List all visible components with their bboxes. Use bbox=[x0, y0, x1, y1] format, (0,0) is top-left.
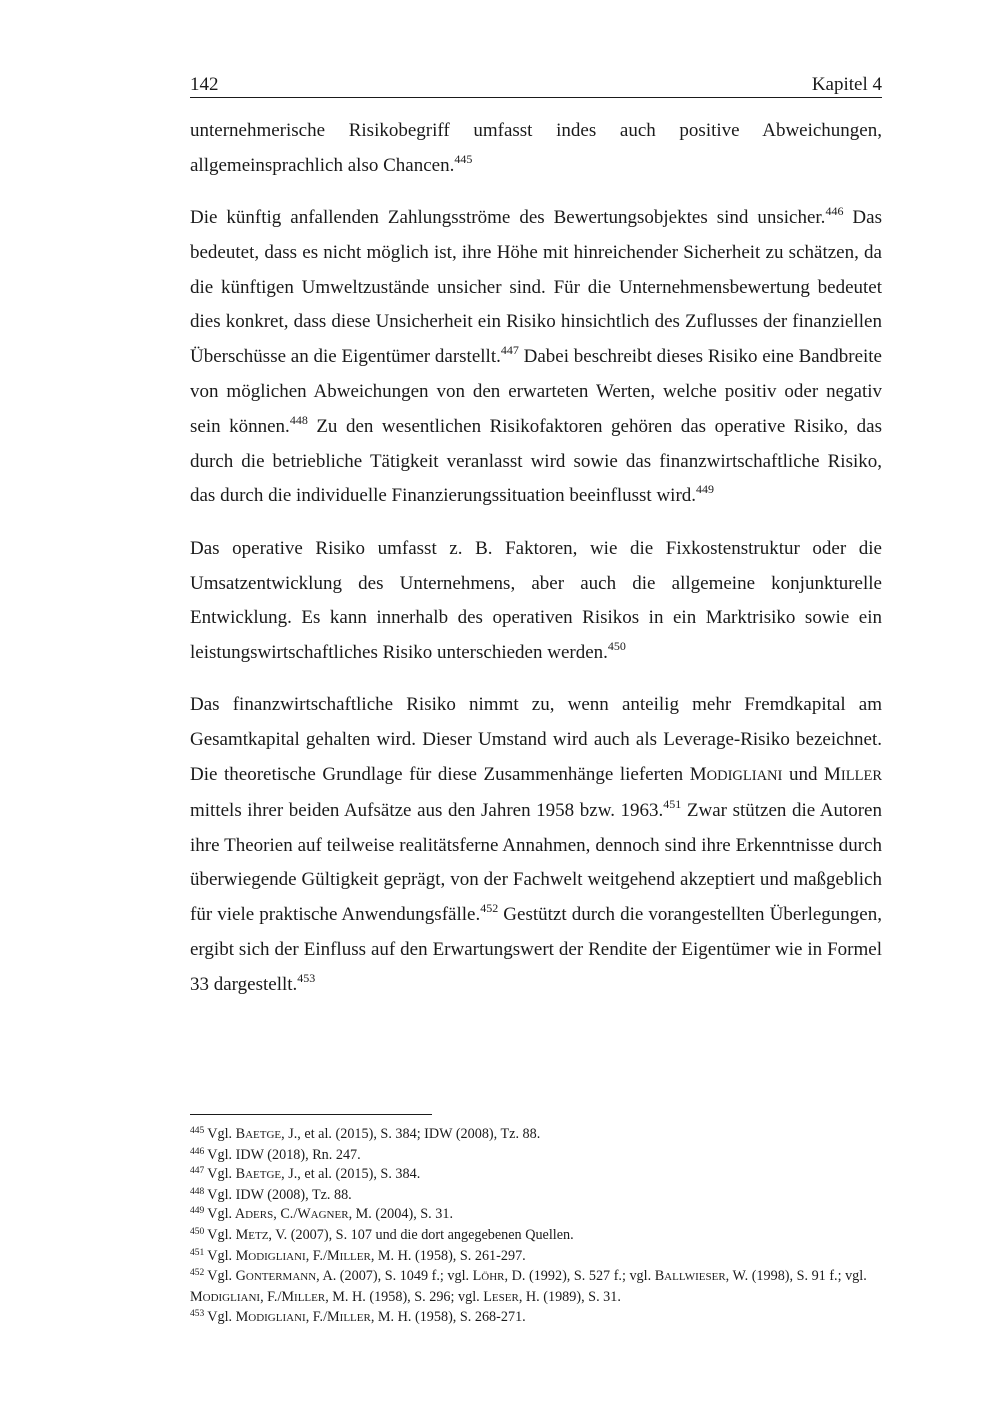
author-name: ADERS bbox=[234, 1206, 274, 1223]
footnote-ref-449[interactable]: 449 bbox=[696, 482, 715, 497]
page-number: 142 bbox=[190, 74, 219, 95]
footnote-ref-451[interactable]: 451 bbox=[663, 796, 682, 811]
footnote-451: $^{451}$ Vgl. MODIGLIANI, F./MILLER, M. H. (1958), S. 261-297. bbox=[190, 1247, 526, 1264]
footnote-number: 452 bbox=[190, 1268, 205, 1279]
footnote-447: $^{447}$ Vgl. BAETGE, J., et al. (2015), S. 384. bbox=[190, 1166, 421, 1183]
footnote-ref-447[interactable]: 447 bbox=[500, 343, 519, 358]
author-name: MODIGLIANI bbox=[235, 1247, 306, 1264]
paragraph-text: unternehmerische Risikobegriff umfasst indes auch positive Abweichungen, allgemeinsprachlich also Chancen. bbox=[190, 120, 882, 176]
footnote-number: 449 bbox=[190, 1206, 205, 1217]
footnote-number: 451 bbox=[190, 1247, 205, 1258]
paragraph-text: und bbox=[782, 764, 825, 786]
author-name: BAETGE bbox=[235, 1126, 282, 1142]
paragraph-text: Gestützt durch die vorangestellten Überlegungen, ergibt sich der Einfluss auf den Erwartungswert der Rendite der Eigentümer wie in Formel 33 dargestellt. bbox=[190, 904, 882, 995]
footnote-number: 453 bbox=[190, 1309, 205, 1320]
footnote-number: 448 bbox=[190, 1186, 205, 1197]
body-text bbox=[190, 114, 882, 1020]
footnote-number: 445 bbox=[190, 1126, 205, 1136]
paragraph-text: Die künftig anfallenden Zahlungsströme des Bewertungsobjektes sind unsicher. bbox=[190, 207, 826, 229]
paragraph-text: Das operative Risiko umfasst z. B. Faktoren, wie die Fixkostenstruktur oder die Umsatzentwicklung des Unternehmens, aber auch die allgemeine konjunkturelle Entwicklung. Es kann innerhalb des operativen Risikos in ein Marktrisiko sowie ein leistungswirtschaftliches Risiko unterschieden werden. bbox=[190, 537, 882, 664]
paragraph-1 bbox=[190, 114, 882, 184]
footnote-ref-450[interactable]: 450 bbox=[607, 639, 626, 654]
footnote-452: $^{452}$ Vgl. GONTERMANN, A. (2007), S. 1049 f.; vgl. LÖHR, D. (1992), S. 527 f.; vgl. BALLWIESER, W. (1998), S. 91 f.; vgl. MODIGLIANI, F./MILLER, M. H. (1958), S. 296; vgl. LESER, H. (1989), S. 31. bbox=[190, 1268, 867, 1305]
footnote-number: 447 bbox=[190, 1166, 205, 1177]
footnote-number: 446 bbox=[190, 1146, 205, 1157]
author-name: GONTERMANN bbox=[235, 1268, 317, 1285]
paragraph-3 bbox=[190, 532, 882, 671]
author-name: BAETGE bbox=[235, 1166, 282, 1183]
footnote-449: $^{449}$ Vgl. ADERS, C./WAGNER, M. (2004), S. 31. bbox=[190, 1206, 454, 1223]
author-name: LESER bbox=[483, 1288, 519, 1305]
author-name-modigliani: MODIGLIANI bbox=[689, 764, 783, 786]
footnote-446: $^{446}$ Vgl. IDW (2018), Rn. 247. bbox=[190, 1146, 361, 1163]
footnote-ref-446[interactable]: 446 bbox=[825, 204, 844, 219]
author-name: MODIGLIANI bbox=[235, 1309, 306, 1326]
paragraph-text: Das finanzwirtschaftliche Risiko nimmt zu, wenn anteilig mehr Fremdkapital am Gesamtkapital gehalten wird. Dieser Umstand wird auch als Leverage-Risiko bezeichnet. Die theoretische Grundlage für diese Zusammenhänge lieferten bbox=[190, 694, 882, 786]
paragraph-text: mittels ihrer beiden Aufsätze aus den Jahren 1958 bzw. 1963. bbox=[190, 799, 664, 821]
footnote-448: $^{448}$ Vgl. IDW (2008), Tz. 88. bbox=[190, 1186, 352, 1203]
chapter-title: Kapitel 4 bbox=[811, 74, 882, 95]
footnote-453: $^{453}$ Vgl. MODIGLIANI, F./MILLER, M. H. (1958), S. 268-271. bbox=[190, 1309, 526, 1326]
running-header bbox=[190, 70, 882, 98]
footnote-ref-445[interactable]: 445 bbox=[454, 151, 473, 166]
author-name: WAGNER bbox=[297, 1206, 349, 1223]
paragraph-text: Zwar stützen die Autoren ihre Theorien auf teilweise realitätsferne Annahmen, dennoch sind ihre Erkenntnisse durch überwiegende Gültigkeit geprägt, von der Fachwelt weitgehend akzeptiert und maßgeblich für viele praktische Anwendungsfälle. bbox=[190, 799, 882, 926]
author-name: BALLWIESER bbox=[654, 1268, 726, 1285]
paragraph-4 bbox=[190, 688, 882, 1002]
paragraph-text: Das bedeutet, dass es nicht möglich ist, ihre Höhe mit hinreichender Sicherheit zu schätzen, da die künftigen Umweltzustände unsicher sind. Für die Unternehmensbewertung bedeutet dies konkret, dass diese Unsicherheit ein Risiko hinsichtlich des Zuflusses der finanziellen Überschüsse an die Eigentümer darstellt. bbox=[190, 207, 882, 368]
author-name: MILLER bbox=[327, 1247, 371, 1264]
paragraph-text: Zu den wesentlichen Risikofaktoren gehören das operative Risiko, das durch die betriebliche Tätigkeit veranlasst wird sowie das finanzwirtschaftliche Risiko, das durch die individuelle Finanzierungssituation beeinflusst wird. bbox=[190, 415, 882, 507]
author-name: METZ bbox=[235, 1226, 269, 1243]
author-name: MODIGLIANI bbox=[190, 1288, 261, 1305]
author-name: MILLER bbox=[327, 1309, 371, 1326]
author-name: LÖHR bbox=[472, 1268, 505, 1285]
paragraph-text: Dabei beschreibt dieses Risiko eine Bandbreite von möglichen Abweichungen von den erwarteten Werten, welche positiv oder negativ sein können. bbox=[190, 346, 882, 437]
author-name: MILLER bbox=[281, 1288, 326, 1305]
footnote-ref-448[interactable]: 448 bbox=[289, 412, 308, 427]
footnote-450: $^{450}$ Vgl. METZ, V. (2007), S. 107 und die dort angegebenen Quellen. bbox=[190, 1226, 574, 1243]
footnote-number: 450 bbox=[190, 1226, 205, 1237]
footnotes bbox=[190, 1125, 882, 1329]
footnote-separator bbox=[190, 1114, 432, 1115]
footnote-ref-453[interactable]: 453 bbox=[297, 970, 316, 985]
footnote-ref-452[interactable]: 452 bbox=[480, 901, 499, 916]
author-name-miller: MILLER bbox=[824, 764, 882, 786]
paragraph-2 bbox=[190, 201, 882, 514]
footnote-445: $^{445}$ Vgl. BAETGE, J., et al. (2015), S. 384; IDW (2008), Tz. 88. bbox=[190, 1126, 541, 1142]
